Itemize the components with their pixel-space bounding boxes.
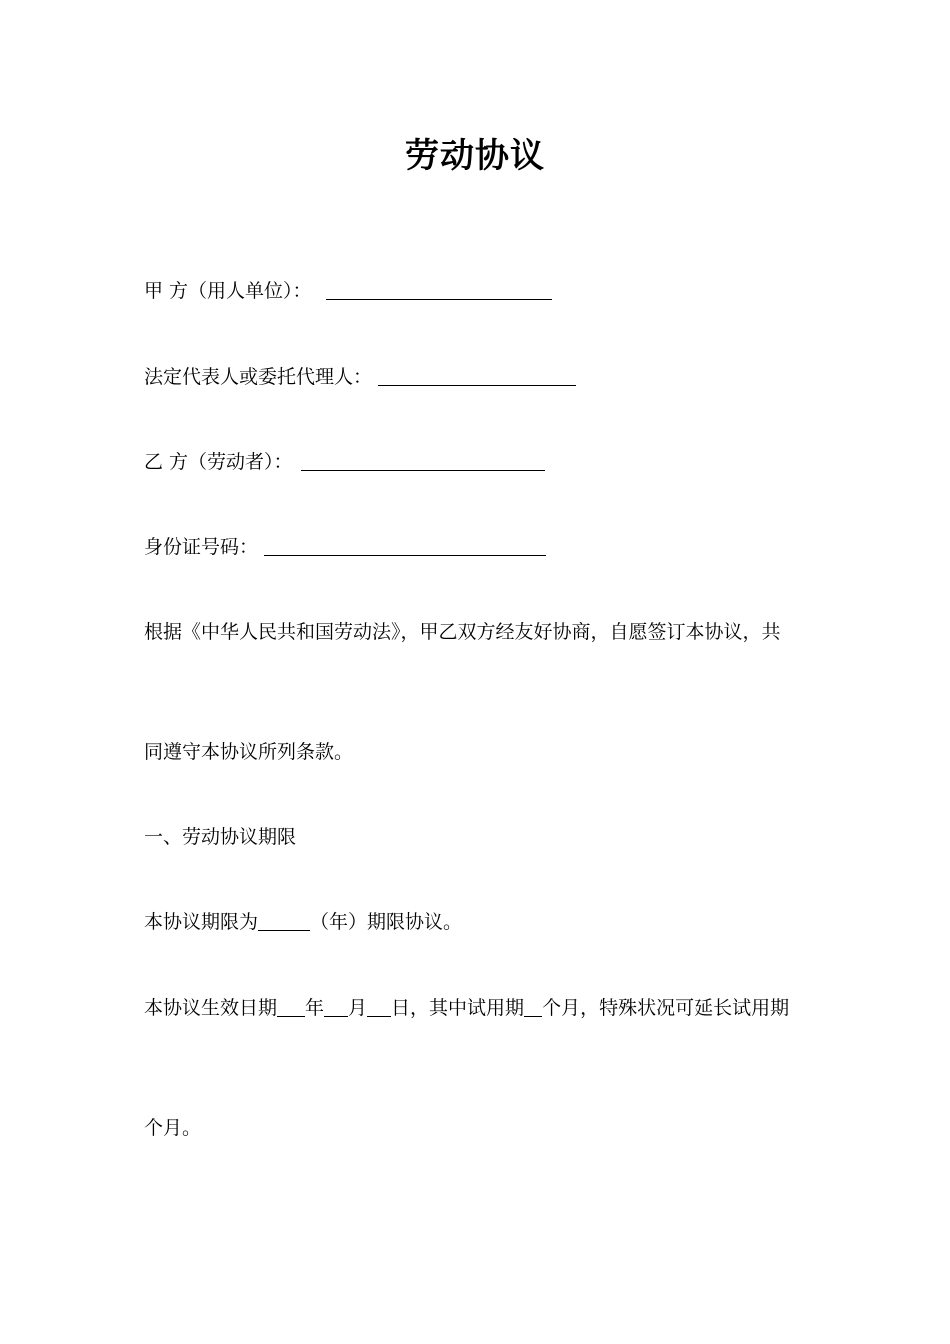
- id-number-blank[interactable]: [264, 535, 546, 556]
- section-1-heading: 一、劳动协议期限: [144, 826, 297, 848]
- day-blank[interactable]: [367, 996, 391, 1017]
- term-suffix: （年）期限协议。: [310, 911, 463, 933]
- final-line: 个月。: [144, 1117, 202, 1139]
- party-b-label: 乙 方（劳动者）：: [144, 451, 293, 473]
- month-char: 月: [348, 997, 368, 1019]
- party-a-label: 甲 方（用人单位）：: [144, 280, 312, 302]
- legal-rep-line: [144, 363, 576, 391]
- effective-prefix: 本协议生效日期: [144, 997, 278, 1019]
- intro-line-2: 同遵守本协议所列条款。: [144, 741, 354, 763]
- term-years-blank[interactable]: [258, 910, 310, 931]
- intro-line-1: 根据《中华人民共和国劳动法》，甲乙双方经友好协商，自愿签订本协议，共: [144, 621, 781, 643]
- legal-rep-label: 法定代表人或委托代理人：: [144, 366, 373, 388]
- effective-date-line: [144, 994, 789, 1022]
- year-blank[interactable]: [277, 996, 305, 1017]
- term-line: [144, 908, 462, 936]
- trial-months-blank[interactable]: [524, 996, 542, 1017]
- party-a-blank[interactable]: [326, 279, 552, 300]
- party-b-line: [144, 448, 545, 476]
- day-middle: 日，其中试用期: [391, 997, 525, 1019]
- id-number-label: 身份证号码：: [144, 536, 259, 558]
- id-number-line: [144, 533, 546, 561]
- party-a-line: [144, 277, 552, 305]
- party-b-blank[interactable]: [301, 450, 545, 471]
- year-char: 年: [305, 997, 325, 1019]
- document-title: 劳动协议: [405, 136, 545, 176]
- month-blank[interactable]: [324, 996, 348, 1017]
- trial-suffix: 个月，特殊状况可延长试用期: [542, 997, 790, 1019]
- term-prefix: 本协议期限为: [144, 911, 259, 933]
- legal-rep-blank[interactable]: [378, 365, 576, 386]
